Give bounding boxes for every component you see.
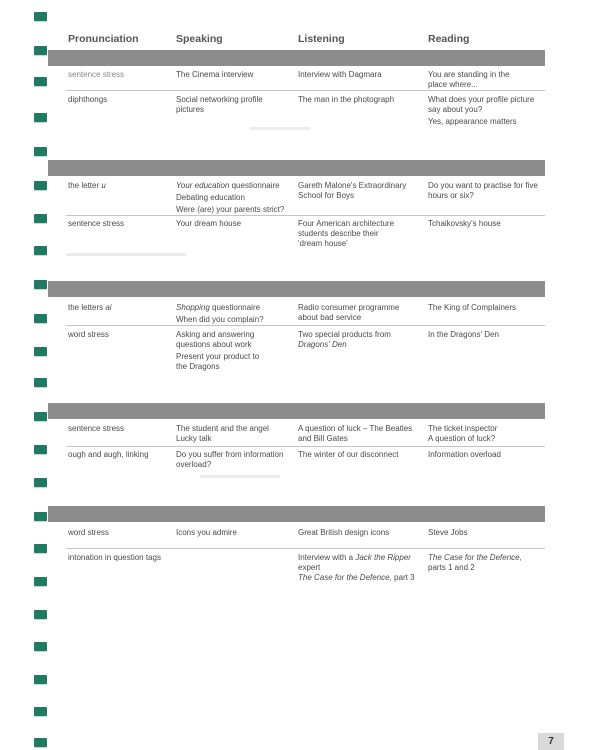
reading-cell: The King of Complainers xyxy=(428,303,517,312)
spiral-binding xyxy=(34,0,48,750)
show-through-mark xyxy=(200,475,280,478)
listening-cell: Gareth Malone's Extraordinary School for Boys xyxy=(298,181,407,200)
column-header-listening: Listening xyxy=(298,33,345,45)
speaking-cell: Shopping questionnaire When did you complain? xyxy=(176,303,264,324)
listening-cell: Interview with a Jack the Ripper expert The Case for the Defence, part 3 xyxy=(298,553,415,582)
listening-cell: Interview with Dagmara xyxy=(298,70,382,79)
pronunciation-cell: the letter u xyxy=(68,181,106,190)
reading-cell: What does your profile picture say about you? Yes, appearance matters xyxy=(428,95,535,126)
speaking-cell: Your education questionnaire Debating education Were (are) your parents strict? xyxy=(176,181,285,214)
show-through-mark xyxy=(250,127,310,130)
pronunciation-cell: word stress xyxy=(68,330,109,339)
row-divider xyxy=(66,325,545,326)
column-header-reading: Reading xyxy=(428,33,470,45)
reading-cell: The ticket inspector A question of luck? xyxy=(428,424,498,443)
reading-cell: In the Dragons' Den xyxy=(428,330,499,339)
reading-cell: Do you want to practise for five hours or six? xyxy=(428,181,538,200)
speaking-cell: The Cinema interview xyxy=(176,70,254,79)
pronunciation-cell: sentence stress xyxy=(68,424,125,433)
listening-cell: Four American architecture students describe their 'dream house' xyxy=(298,219,395,248)
listening-cell: The man in the photograph xyxy=(298,95,395,104)
reading-cell: Steve Jobs xyxy=(428,528,468,537)
listening-cell: The winter of our disconnect xyxy=(298,450,399,459)
listening-cell: Radio consumer programme about bad service xyxy=(298,303,400,322)
listening-cell: Great British design icons xyxy=(298,528,390,537)
page-number: 7 xyxy=(538,733,564,750)
speaking-cell: Asking and answering questions about work Present your product to the Dragons xyxy=(176,330,260,371)
speaking-cell: Social networking profile pictures xyxy=(176,95,263,114)
listening-cell: Two special products from Dragons' Den xyxy=(298,330,391,349)
show-through-mark xyxy=(66,253,186,256)
reading-cell: The Case for the Defence, parts 1 and 2 xyxy=(428,553,522,572)
row-divider xyxy=(66,446,545,447)
speaking-cell: The student and the angel Lucky talk xyxy=(176,424,269,443)
listening-cell: A question of luck – The Beatles and Bill Gates xyxy=(298,424,413,443)
pronunciation-cell: diphthongs xyxy=(68,95,108,104)
unit-band xyxy=(48,403,545,419)
unit-band xyxy=(48,160,545,176)
pronunciation-cell: word stress xyxy=(68,528,109,537)
unit-band xyxy=(48,506,545,522)
row-divider xyxy=(66,90,545,91)
column-header-speaking: Speaking xyxy=(176,33,223,45)
column-header-pronunciation: Pronunciation xyxy=(68,33,139,45)
unit-band xyxy=(48,281,545,297)
speaking-cell: Icons you admire xyxy=(176,528,237,537)
speaking-cell: Your dream house xyxy=(176,219,242,228)
pronunciation-cell: sentence stress xyxy=(68,70,125,79)
unit-band xyxy=(48,50,545,66)
pronunciation-cell: intonation in question tags xyxy=(68,553,161,562)
pronunciation-cell: sentence stress xyxy=(68,219,125,228)
pronunciation-cell: ough and augh, linking xyxy=(68,450,149,459)
reading-cell: Information overload xyxy=(428,450,501,459)
pronunciation-cell: the letters ai xyxy=(68,303,112,312)
reading-cell: Tchaikovsky's house xyxy=(428,219,501,228)
row-divider xyxy=(66,548,545,549)
speaking-cell: Do you suffer from information overload? xyxy=(176,450,284,469)
reading-cell: You are standing in the place where... xyxy=(428,70,510,89)
row-divider xyxy=(66,215,545,216)
